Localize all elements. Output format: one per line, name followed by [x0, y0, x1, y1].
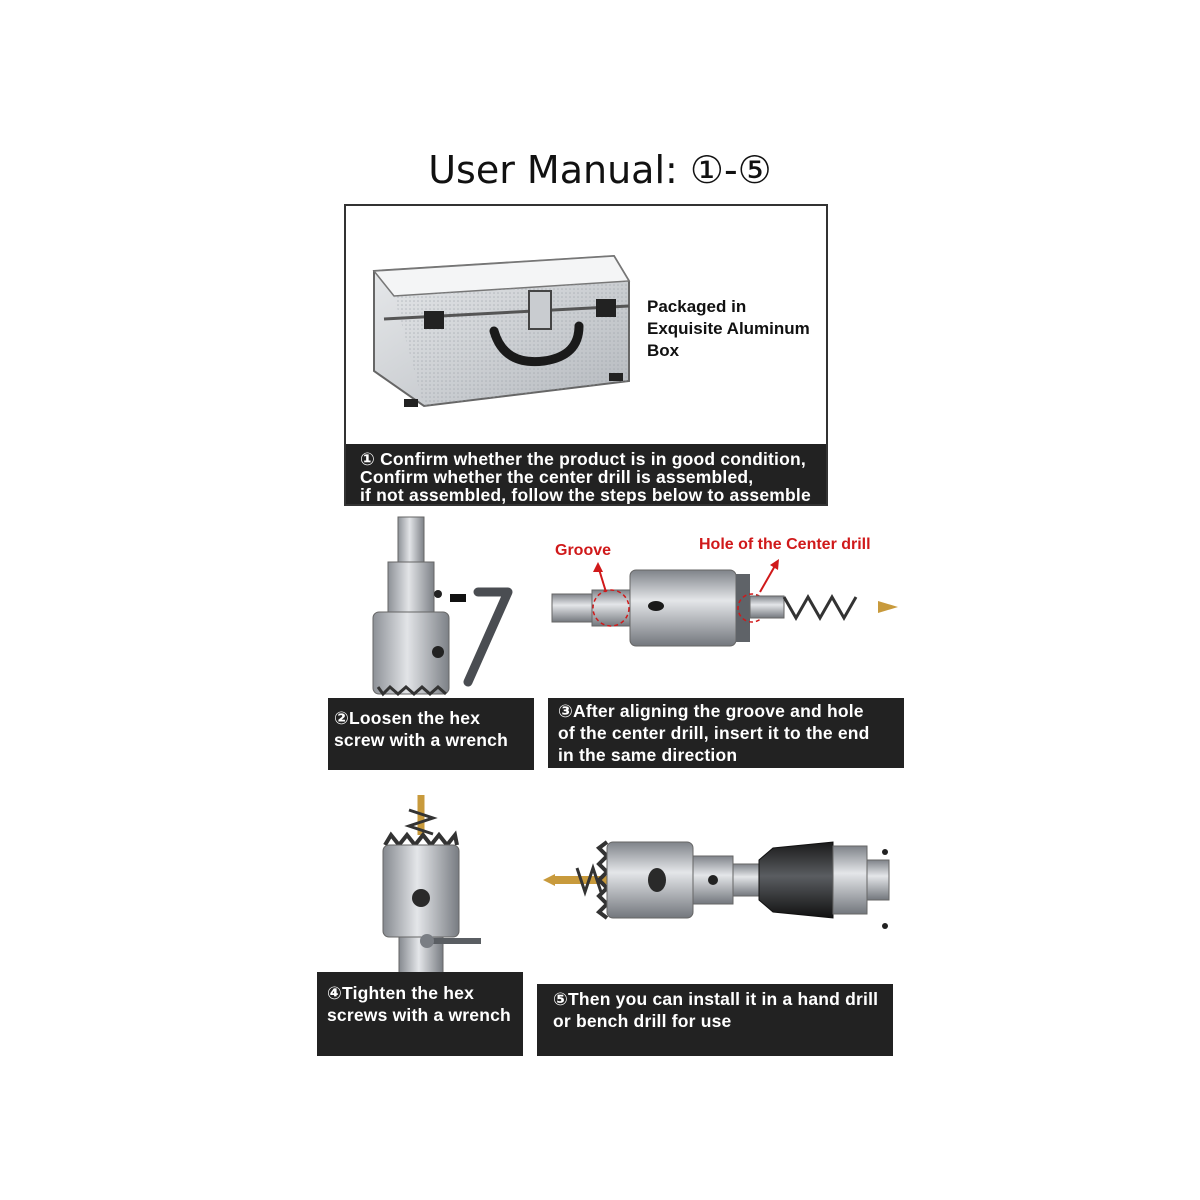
package-description: Packaged in Exquisite Aluminum Box	[647, 297, 810, 360]
page-title: User Manual: ①-⑤	[428, 148, 772, 192]
step1-caption: ① Confirm whether the product is in good condition, Confirm whether the center drill is assembled, if not assembled, follow the steps below to assemble	[346, 444, 826, 504]
step2-caption: ②Loosen the hex screw with a wrench	[328, 698, 534, 770]
hole-saw-tighten-image	[317, 790, 523, 980]
hole-saw-wrench-image	[328, 512, 534, 700]
step4-caption: ④Tighten the hex screws with a wrench	[317, 972, 523, 1056]
aluminum-case-image	[364, 251, 634, 411]
step5-caption: ⑤Then you can install it in a hand drill or bench drill for use	[537, 984, 893, 1056]
step3-caption: ③After aligning the groove and hole of the center drill, insert it to the end in the same direction	[548, 698, 904, 768]
step2-panel	[328, 512, 534, 770]
groove-label: Groove	[555, 542, 612, 559]
center-drill-hole-label: Hole of the Center drill	[699, 536, 871, 553]
step4-panel	[317, 790, 523, 1056]
box-panel	[344, 204, 828, 506]
hole-saw-drill-chuck-image	[537, 790, 893, 972]
step5-panel	[537, 790, 893, 1056]
hole-saw-center-drill-image	[548, 552, 904, 700]
step3-panel	[548, 512, 904, 768]
